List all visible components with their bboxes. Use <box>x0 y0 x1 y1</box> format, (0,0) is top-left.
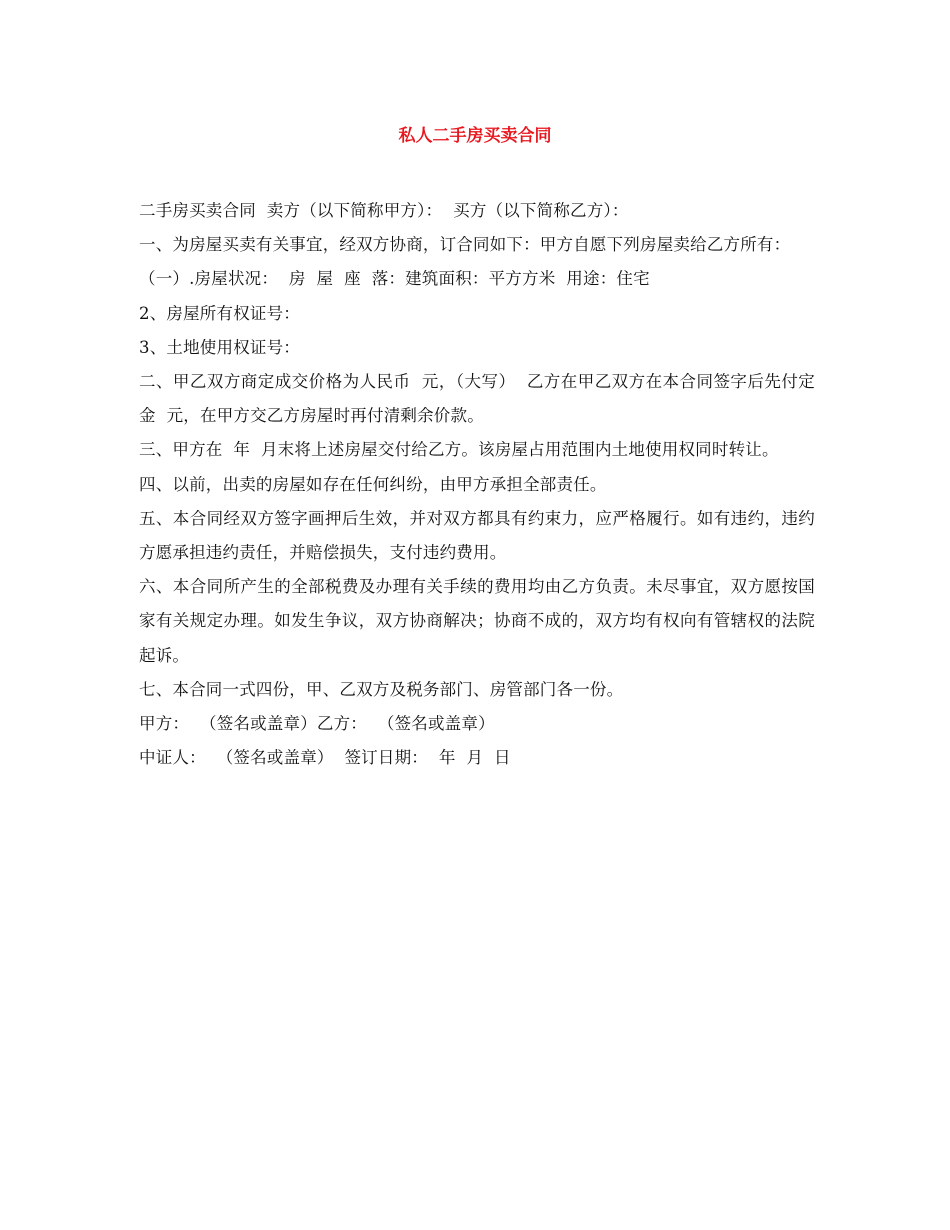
property-status: （一）.房屋状况： 房 屋 座 落：建筑面积：平方方米 用途：住宅 <box>139 269 650 289</box>
clause-six: 六、本合同所产生的全部税费及办理有关手续的费用均由乙方负责。未尽事宜，双方愿按国家有关规定办理。如发生争议，双方协商解决；协商不成的，双方均有权向有管辖权的法院起诉。 <box>139 577 815 665</box>
document-title: 私人二手房买卖合同 <box>398 126 552 146</box>
ownership-certificate: 2、房屋所有权证号： <box>139 303 300 323</box>
clause-one: 一、为房屋买卖有关事宜，经双方协商，订合同如下：甲方自愿下列房屋卖给乙方所有： <box>139 235 791 255</box>
clause-three: 三、甲方在 年 月末将上述房屋交付给乙方。该房屋占用范围内土地使用权同时转让。 <box>139 440 779 460</box>
contract-body <box>139 194 815 775</box>
signature-parties: 甲方： （签名或盖章）乙方： （签名或盖章） <box>139 714 495 734</box>
signature-witness-date: 中证人： （签名或盖章） 签订日期： 年 月 日 <box>139 748 511 768</box>
intro-paragraph: 二手房买卖合同 卖方（以下简称甲方）： 买方（以下简称乙方）： <box>139 201 629 220</box>
clause-five: 五、本合同经双方签字画押后生效，并对双方都具有约束力，应严格履行。如有违约，违约方愿承担违约责任，并赔偿损失，支付违约费用。 <box>139 508 815 563</box>
clause-two: 二、甲乙双方商定成交价格为人民币 元，（大写） 乙方在甲乙双方在本合同签字后先付定金 元，在甲方交乙方房屋时再付清剩余价款。 <box>139 372 815 426</box>
clause-seven: 七、本合同一式四份，甲、乙双方及税务部门、房管部门各一份。 <box>139 679 624 699</box>
clause-four: 四、以前，出卖的房屋如存在任何纠纷，由甲方承担全部责任。 <box>139 474 607 494</box>
land-use-certificate: 3、土地使用权证号： <box>139 337 300 357</box>
